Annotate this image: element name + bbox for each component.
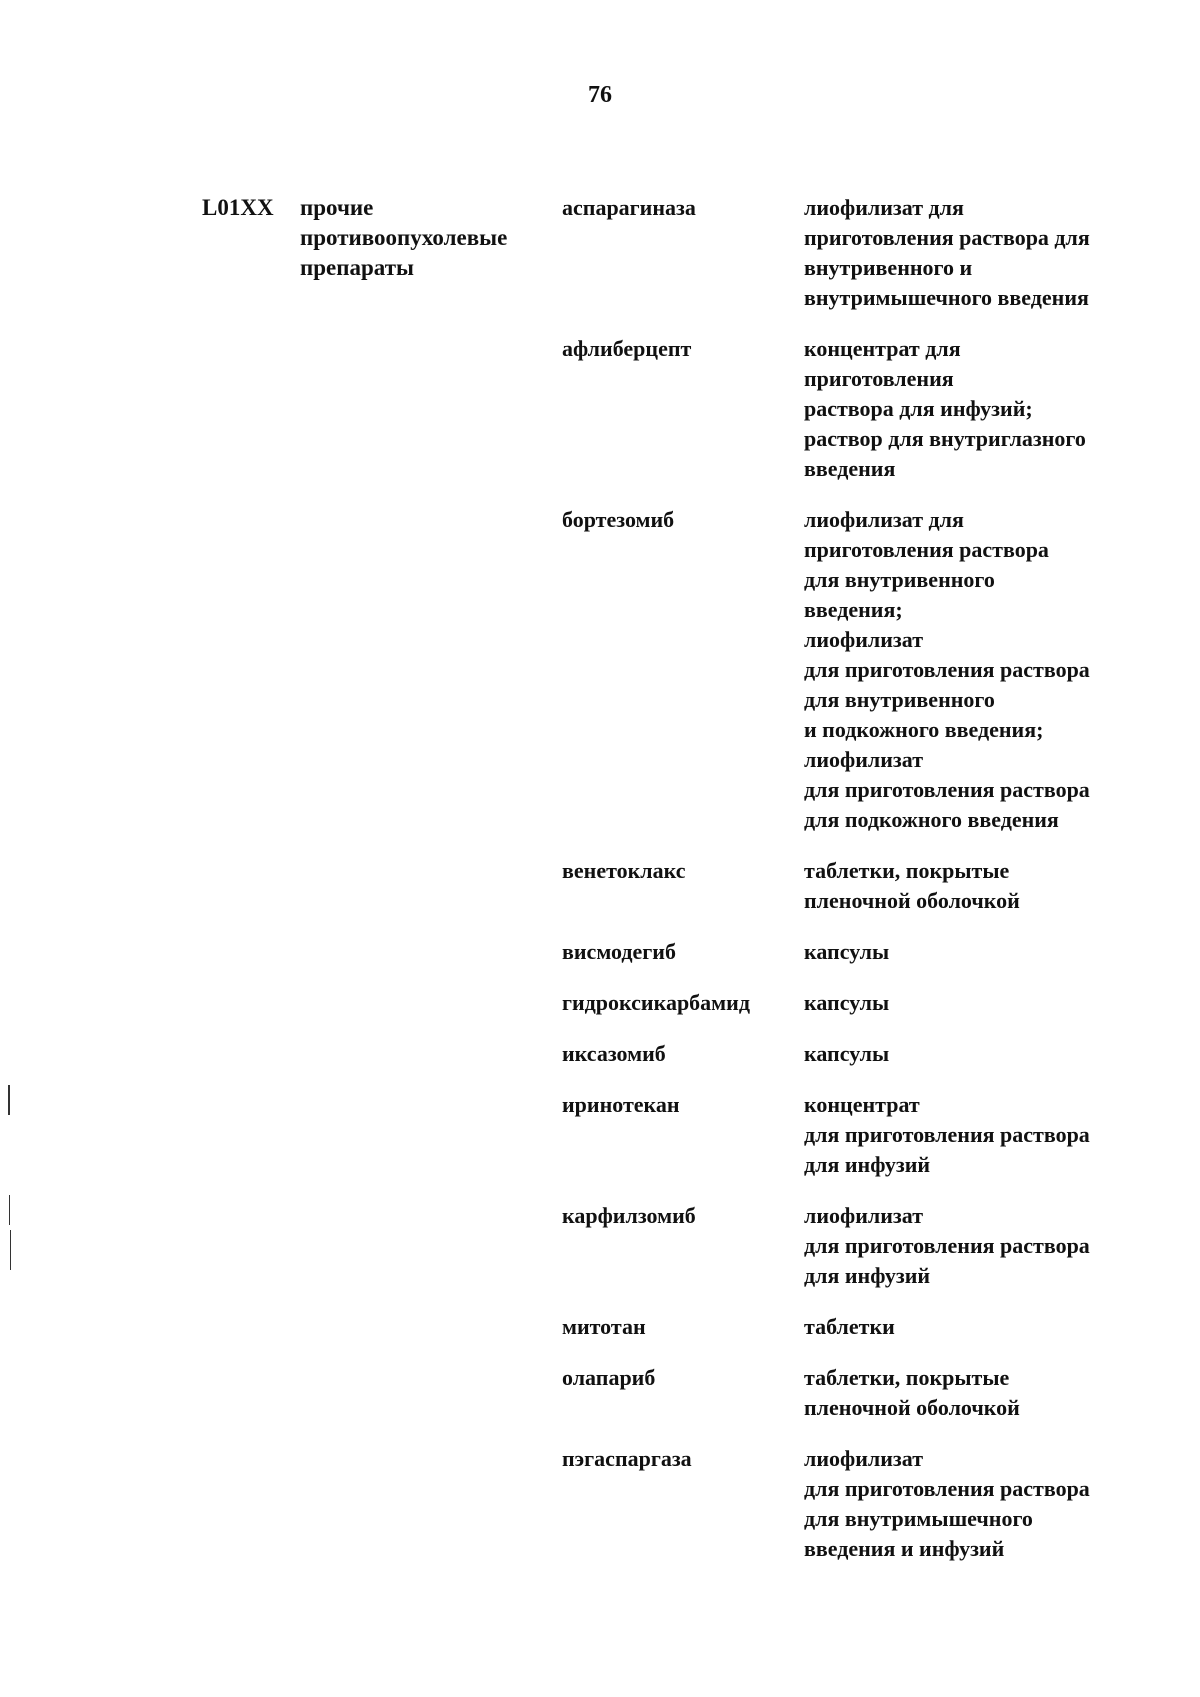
dosage-forms [804,1201,1104,1312]
scan-margin-mark [10,1230,11,1270]
drug-name: бортезомиб [562,507,675,532]
dosage-forms [804,856,1104,937]
dosage-form-line: приготовления раствора для [804,225,1090,250]
drug-name: митотан [562,1314,646,1339]
dosage-form-line: и подкожного введения; [804,717,1044,742]
dosage-form-line: приготовления [804,366,954,391]
dosage-form-line: для приготовления раствора [804,1233,1090,1258]
drug-name: венетоклакс [562,858,686,883]
dosage-form-line: введения и инфузий [804,1536,1005,1561]
dosage-forms [804,1363,1104,1444]
dosage-form-line: приготовления раствора [804,537,1049,562]
group-name-line: препараты [300,255,414,280]
group-name-line: прочие [300,195,374,220]
dosage-form-line: концентрат для [804,336,961,361]
dosage-forms [804,1312,1104,1363]
dosage-form-line: лиофилизат [804,1446,924,1471]
dosage-form-line: для приготовления раствора [804,657,1090,682]
dosage-form-line: для инфузий [804,1263,931,1288]
dosage-form-line: лиофилизат [804,627,924,652]
dosage-form-line: для приготовления раствора [804,1476,1090,1501]
atc-code: L01XX [202,195,274,220]
dosage-forms [804,1090,1104,1201]
drug-name: афлиберцепт [562,336,692,361]
page-number: 76 [588,82,612,108]
dosage-form-line: для инфузий [804,1152,931,1177]
drug-row [0,856,1200,937]
dosage-forms [804,193,1104,334]
dosage-forms [804,1039,1104,1090]
drug-name: аспарагиназа [562,195,696,220]
dosage-form-line: внутривенного и [804,255,973,280]
dosage-forms [804,1444,1104,1585]
dosage-forms [804,334,1104,505]
dosage-form-line: раствор для внутриглазного [804,426,1086,451]
dosage-form-line: лиофилизат [804,1203,924,1228]
scan-margin-mark [9,1195,10,1225]
dosage-form-line: пленочной оболочкой [804,1395,1020,1420]
drug-name: иринотекан [562,1092,680,1117]
dosage-form-line: лиофилизат для [804,507,964,532]
drug-row [0,937,1200,988]
dosage-form-line: капсулы [804,939,890,964]
dosage-form-line: капсулы [804,990,890,1015]
dosage-form-line: таблетки, покрытые [804,1365,1010,1390]
drug-name: висмодегиб [562,939,676,964]
drug-name: пэгаспаргаза [562,1446,692,1471]
drug-row [0,1363,1200,1444]
dosage-form-line: для приготовления раствора [804,1122,1090,1147]
dosage-form-line: введения; [804,597,903,622]
dosage-forms [804,505,1104,856]
drug-list [0,193,1200,1585]
group-name-line: противоопухолевые [300,225,508,250]
drug-row [0,1039,1200,1090]
scan-margin-mark [8,1085,10,1115]
drug-name: гидроксикарбамид [562,990,750,1015]
drug-row [0,334,1200,505]
dosage-form-line: раствора для инфузий; [804,396,1033,421]
dosage-form-line: лиофилизат [804,747,924,772]
drug-row [0,193,1200,334]
dosage-form-line: внутримышечного введения [804,285,1089,310]
drug-row [0,988,1200,1039]
drug-row [0,1090,1200,1201]
drug-row [0,1444,1200,1585]
dosage-form-line: для внутривенного [804,567,995,592]
drug-row [0,1201,1200,1312]
drug-row [0,1312,1200,1363]
dosage-form-line: концентрат [804,1092,920,1117]
dosage-form-line: для внутримышечного [804,1506,1033,1531]
dosage-form-line: таблетки [804,1314,895,1339]
dosage-form-line: для внутривенного [804,687,995,712]
drug-row [0,505,1200,856]
dosage-form-line: введения [804,456,896,481]
dosage-form-line: таблетки, покрытые [804,858,1010,883]
drug-name: олапариб [562,1365,656,1390]
drug-name: иксазомиб [562,1041,666,1066]
dosage-form-line: пленочной оболочкой [804,888,1020,913]
dosage-form-line: капсулы [804,1041,890,1066]
dosage-forms [804,988,1104,1039]
dosage-form-line: для приготовления раствора [804,777,1090,802]
dosage-form-line: лиофилизат для [804,195,964,220]
dosage-forms [804,937,1104,988]
dosage-form-line: для подкожного введения [804,807,1059,832]
drug-name: карфилзомиб [562,1203,696,1228]
